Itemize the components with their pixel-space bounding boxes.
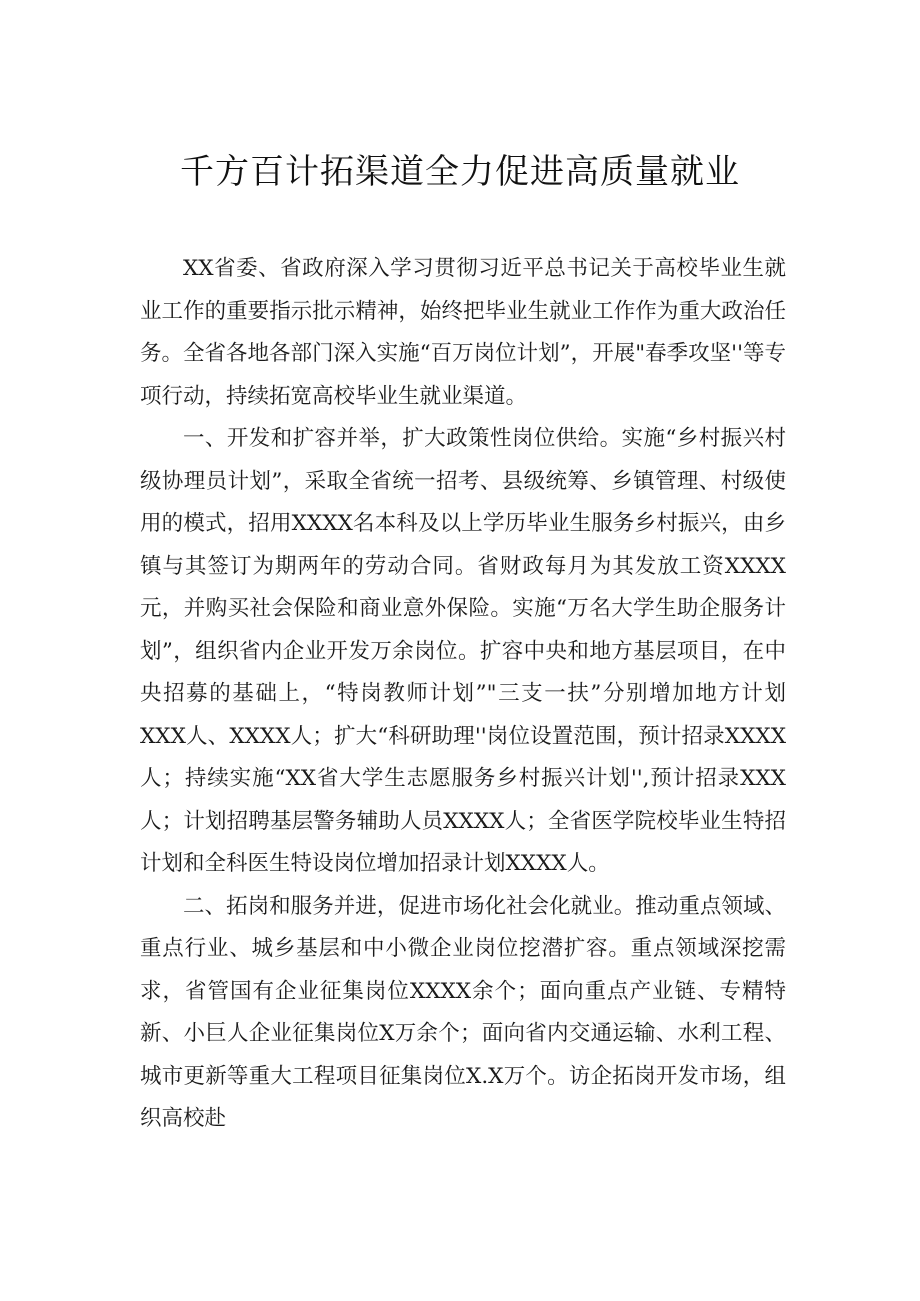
document-title: 千方百计拓渠道全力促进高质量就业 <box>180 152 740 192</box>
paragraph-section-one: 一、开发和扩容并举，扩大政策性岗位供给。实施“乡村振兴村级协理员计划”，采取全省统一招考、县级统筹、乡镇管理、村级使用的模式，招用XXXX名本科及以上学历毕业生服务乡村振兴，由乡镇与其签订为期两年的劳动合同。省财政每月为其发放工资XXXX元，并购买社会保险和商业意外保险。实施“万名大学生助企服务计划”，组织省内企业开发万余岗位。扩容中央和地方基层项目，在中央招募的基础上，“特岗教师计划”"三支一扶”分别增加地方计划XXX人、XXXX人；扩大“科研助理''岗位设置范围，预计招录XXXX人；持续实施“XX省大学生志愿服务乡村振兴计划'',预计招录XXX人；计划招聘基层警务辅助人员XXXX人；全省医学院校毕业生特招计划和全科医生特设岗位增加招录计划XXXX人。 <box>140 426 786 876</box>
document-body <box>140 248 786 1141</box>
paragraph-section-two: 二、拓岗和服务并进，促进市场化社会化就业。推动重点领域、重点行业、城乡基层和中小微企业岗位挖潜扩容。重点领域深挖需求，省管国有企业征集岗位XXXX余个；面向重点产业链、专精特新、小巨人企业征集岗位X万余个；面向省内交通运输、水利工程、城市更新等重大工程项目征集岗位X.X万个。访企拓岗开发市场，组织高校赴 <box>140 893 786 1131</box>
paragraph-intro: XX省委、省政府深入学习贯彻习近平总书记关于高校毕业生就业工作的重要指示批示精神，始终把毕业生就业工作作为重大政治任务。全省各地各部门深入实施“百万岗位计划”，开展"春季攻坚''等专项行动，持续拓宽高校毕业生就业渠道。 <box>140 256 786 409</box>
